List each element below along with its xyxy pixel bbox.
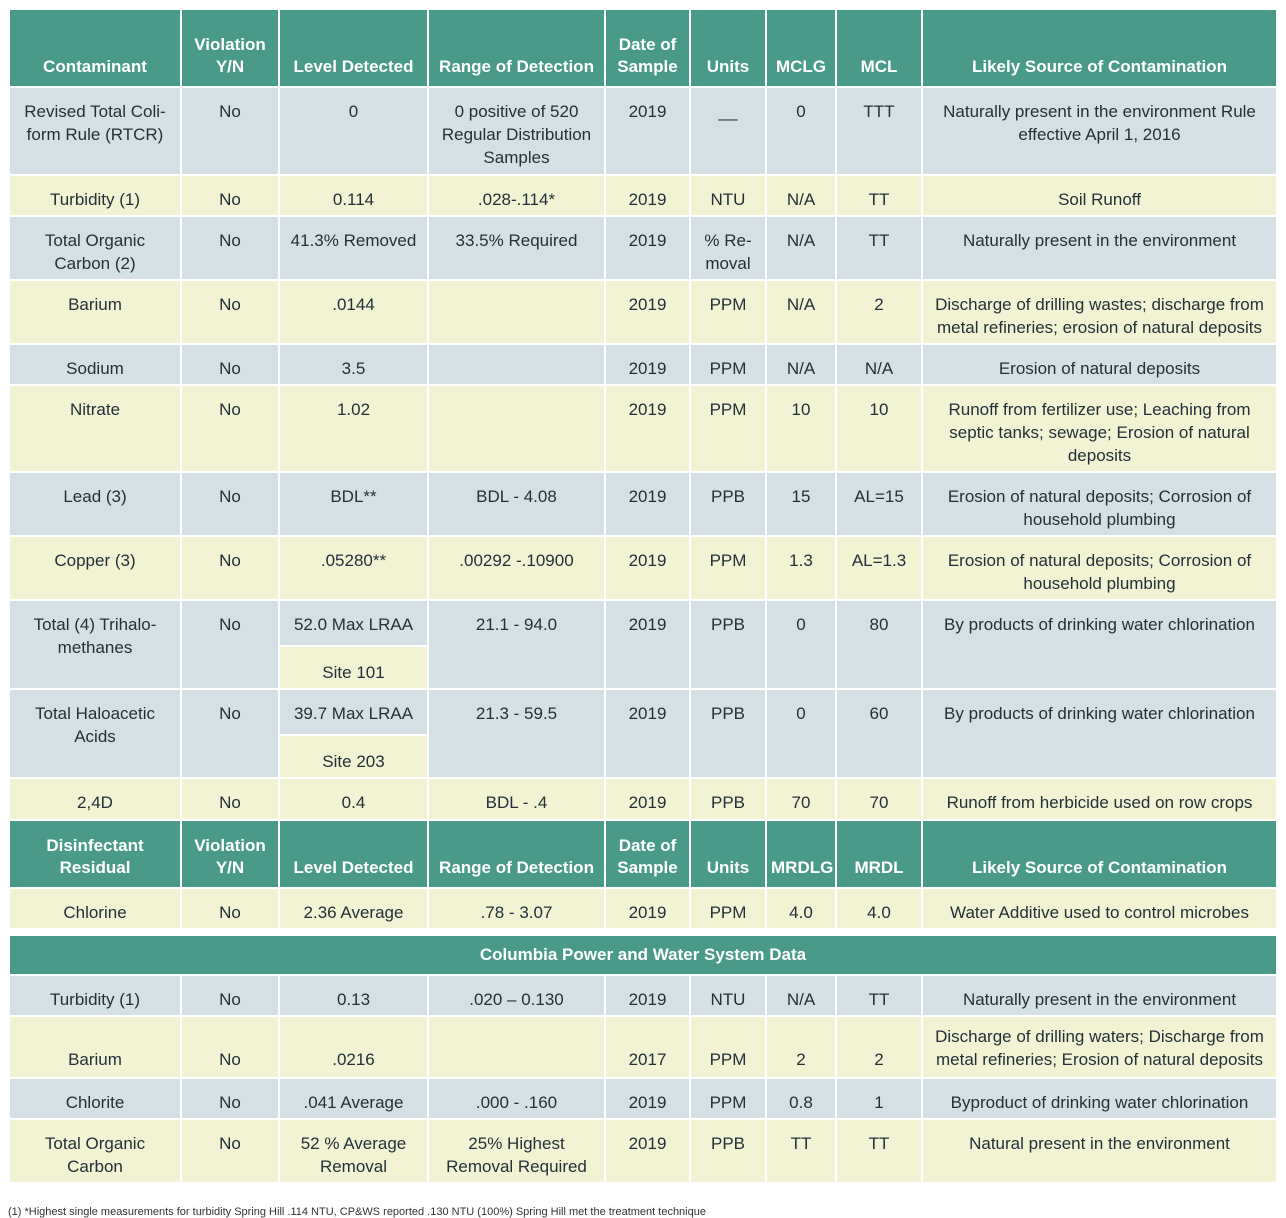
cell-range: 21.1 - 94.0 bbox=[429, 601, 604, 688]
spacer-row bbox=[10, 930, 1276, 934]
cell-mcl: AL=15 bbox=[837, 473, 921, 535]
cell-mcl: 80 bbox=[837, 601, 921, 688]
cell-contaminant: Lead (3) bbox=[10, 473, 180, 535]
cell-range bbox=[429, 281, 604, 343]
cell-violation: No bbox=[182, 601, 278, 688]
table-row bbox=[10, 88, 1276, 174]
cell-level: 2.36 Average bbox=[280, 889, 427, 928]
cell-mcl: N/A bbox=[837, 345, 921, 384]
table-row bbox=[10, 386, 1276, 471]
cell-date: 2019 bbox=[606, 176, 689, 215]
cell-mclg: N/A bbox=[767, 176, 835, 215]
cell-mclg: N/A bbox=[767, 281, 835, 343]
cell-violation: No bbox=[182, 1017, 278, 1077]
cell-mclg: N/A bbox=[767, 345, 835, 384]
cell-units: PPB bbox=[691, 1120, 765, 1182]
cell-violation: No bbox=[182, 537, 278, 599]
cell-date: 2019 bbox=[606, 976, 689, 1015]
table-row bbox=[10, 601, 1276, 645]
cell-contaminant: Total (4) Trihalo-methanes bbox=[10, 601, 180, 688]
table-row bbox=[10, 176, 1276, 215]
cell-mcl: 1 bbox=[837, 1079, 921, 1118]
cell-mcl: TT bbox=[837, 217, 921, 279]
cell-level: 1.02 bbox=[280, 386, 427, 471]
table-row bbox=[10, 690, 1276, 734]
cell-units: PPM bbox=[691, 1017, 765, 1077]
cell-violation: No bbox=[182, 281, 278, 343]
cell-violation: No bbox=[182, 1079, 278, 1118]
cell-range: BDL - 4.08 bbox=[429, 473, 604, 535]
header-level: Level Detected bbox=[280, 821, 427, 887]
cell-source: Erosion of natural deposits; Corrosion of household plumbing bbox=[923, 537, 1276, 599]
table-row bbox=[10, 473, 1276, 535]
cell-violation: No bbox=[182, 473, 278, 535]
cell-source: By products of drinking water chlorination bbox=[923, 690, 1276, 777]
table-row bbox=[10, 976, 1276, 1015]
cell-mclg: 70 bbox=[767, 779, 835, 819]
cell-violation: No bbox=[182, 88, 278, 174]
cell-contaminant: Barium bbox=[10, 1017, 180, 1077]
cell-units: PPM bbox=[691, 345, 765, 384]
cell-range: 33.5% Required bbox=[429, 217, 604, 279]
cell-level: 41.3% Removed bbox=[280, 217, 427, 279]
cell-contaminant: Total Organic Carbon (2) bbox=[10, 217, 180, 279]
header-range: Range of Detection bbox=[429, 821, 604, 887]
cell-date: 2019 bbox=[606, 1120, 689, 1182]
cell-date: 2019 bbox=[606, 690, 689, 777]
cell-mcl: TT bbox=[837, 976, 921, 1015]
header-violation: Violation Y/N bbox=[182, 10, 278, 86]
cell-range bbox=[429, 386, 604, 471]
cell-mcl: TT bbox=[837, 176, 921, 215]
header-mrdl: MRDL bbox=[837, 821, 921, 887]
cell-level: .0216 bbox=[280, 1017, 427, 1077]
cell-source: Discharge of drilling waters; Discharge from metal refineries; Erosion of natural deposits bbox=[923, 1017, 1276, 1077]
cell-mclg: 0.8 bbox=[767, 1079, 835, 1118]
cell-source: Runoff from herbicide used on row crops bbox=[923, 779, 1276, 819]
cell-date: 2019 bbox=[606, 345, 689, 384]
cell-mcl: 60 bbox=[837, 690, 921, 777]
cell-mclg: 10 bbox=[767, 386, 835, 471]
cell-range: 25% Highest Removal Required bbox=[429, 1120, 604, 1182]
cell-date: 2019 bbox=[606, 537, 689, 599]
cell-contaminant: Nitrate bbox=[10, 386, 180, 471]
cell-source: Erosion of natural deposits; Corrosion of household plumbing bbox=[923, 473, 1276, 535]
cell-date: 2019 bbox=[606, 386, 689, 471]
header-source: Likely Source of Contamination bbox=[923, 821, 1276, 887]
cell-level: 39.7 Max LRAA bbox=[280, 690, 427, 734]
table-row bbox=[10, 345, 1276, 384]
header-contaminant: Contaminant bbox=[10, 10, 180, 86]
cell-mcl: TT bbox=[837, 1120, 921, 1182]
table1-header-row bbox=[10, 10, 1276, 86]
cell-violation: No bbox=[182, 176, 278, 215]
cell-level: .0144 bbox=[280, 281, 427, 343]
water-quality-report bbox=[8, 8, 1278, 1184]
cell-source: Byproduct of drinking water chlorination bbox=[923, 1079, 1276, 1118]
cell-units: __ bbox=[691, 88, 765, 174]
cell-mclg: 0 bbox=[767, 690, 835, 777]
cell-source: Erosion of natural deposits bbox=[923, 345, 1276, 384]
cell-level: 0.114 bbox=[280, 176, 427, 215]
cell-source: Naturally present in the environment Rule effective April 1, 2016 bbox=[923, 88, 1276, 174]
header-violation: Violation Y/N bbox=[182, 821, 278, 887]
contaminant-table bbox=[8, 8, 1278, 1184]
cell-violation: No bbox=[182, 976, 278, 1015]
cell-range: .020 – 0.130 bbox=[429, 976, 604, 1015]
cell-contaminant: Total Haloacetic Acids bbox=[10, 690, 180, 777]
cell-mclg: 0 bbox=[767, 601, 835, 688]
header-mclg: MCLG bbox=[767, 10, 835, 86]
table-row bbox=[10, 779, 1276, 819]
header-mcl: MCL bbox=[837, 10, 921, 86]
cell-units: NTU bbox=[691, 176, 765, 215]
table-row bbox=[10, 281, 1276, 343]
cell-range: .78 - 3.07 bbox=[429, 889, 604, 928]
cell-range: 0 positive of 520 Regular Distribution Samples bbox=[429, 88, 604, 174]
cell-site: Site 203 bbox=[280, 736, 427, 777]
cell-contaminant: 2,4D bbox=[10, 779, 180, 819]
cell-contaminant: Copper (3) bbox=[10, 537, 180, 599]
cell-units: PPB bbox=[691, 779, 765, 819]
cell-violation: No bbox=[182, 779, 278, 819]
cell-source: Naturally present in the environment bbox=[923, 217, 1276, 279]
cell-contaminant: Chlorine bbox=[10, 889, 180, 928]
cell-source: Discharge of drilling wastes; discharge from metal refineries; erosion of natural deposits bbox=[923, 281, 1276, 343]
header-disinfectant: Disinfectant Residual bbox=[10, 821, 180, 887]
header-range: Range of Detection bbox=[429, 10, 604, 86]
cell-date: 2019 bbox=[606, 1079, 689, 1118]
cell-units: PPM bbox=[691, 537, 765, 599]
cell-mcl: 4.0 bbox=[837, 889, 921, 928]
cell-date: 2019 bbox=[606, 779, 689, 819]
header-units: Units bbox=[691, 821, 765, 887]
cell-level: 52.0 Max LRAA bbox=[280, 601, 427, 645]
cell-mclg: 1.3 bbox=[767, 537, 835, 599]
cell-mcl: 2 bbox=[837, 1017, 921, 1077]
cell-contaminant: Turbidity (1) bbox=[10, 976, 180, 1015]
cell-violation: No bbox=[182, 217, 278, 279]
cell-range: .000 - .160 bbox=[429, 1079, 604, 1118]
table-row bbox=[10, 1079, 1276, 1118]
cell-date: 2019 bbox=[606, 217, 689, 279]
cell-units: NTU bbox=[691, 976, 765, 1015]
cell-contaminant: Turbidity (1) bbox=[10, 176, 180, 215]
cell-mcl: 70 bbox=[837, 779, 921, 819]
cell-level: 3.5 bbox=[280, 345, 427, 384]
cell-units: PPM bbox=[691, 386, 765, 471]
cell-violation: No bbox=[182, 345, 278, 384]
cell-range: 21.3 - 59.5 bbox=[429, 690, 604, 777]
cell-level: BDL** bbox=[280, 473, 427, 535]
cell-source: Runoff from fertilizer use; Leaching from septic tanks; sewage; Erosion of natural deposits bbox=[923, 386, 1276, 471]
cell-range: .028-.114* bbox=[429, 176, 604, 215]
cell-source: Naturally present in the environment bbox=[923, 976, 1276, 1015]
cell-level: 0 bbox=[280, 88, 427, 174]
cell-mclg: 4.0 bbox=[767, 889, 835, 928]
cell-date: 2019 bbox=[606, 281, 689, 343]
columbia-section-title: Columbia Power and Water System Data bbox=[10, 936, 1276, 974]
header-units: Units bbox=[691, 10, 765, 86]
cell-source: Soil Runoff bbox=[923, 176, 1276, 215]
cell-source: By products of drinking water chlorination bbox=[923, 601, 1276, 688]
cell-violation: No bbox=[182, 386, 278, 471]
header-mrdlg: MRDLG bbox=[767, 821, 835, 887]
cell-mcl: TTT bbox=[837, 88, 921, 174]
cell-date: 2019 bbox=[606, 88, 689, 174]
footnote: (1) *Highest single measurements for turbidity Spring Hill .114 NTU, CP&WS reported .130 NTU (100%) Spring Hill met the treatment technique bbox=[8, 1206, 706, 1218]
cell-level: 52 % Average Removal bbox=[280, 1120, 427, 1182]
cell-date: 2019 bbox=[606, 889, 689, 928]
cell-mclg: 0 bbox=[767, 88, 835, 174]
cell-level: 0.13 bbox=[280, 976, 427, 1015]
table-row bbox=[10, 537, 1276, 599]
cell-units: PPB bbox=[691, 690, 765, 777]
cell-range bbox=[429, 345, 604, 384]
cell-site: Site 101 bbox=[280, 647, 427, 688]
cell-contaminant: Total Organic Carbon bbox=[10, 1120, 180, 1182]
cell-mcl: AL=1.3 bbox=[837, 537, 921, 599]
cell-units: PPB bbox=[691, 473, 765, 535]
cell-units: PPM bbox=[691, 889, 765, 928]
cell-violation: No bbox=[182, 889, 278, 928]
cell-level: .041 Average bbox=[280, 1079, 427, 1118]
cell-mclg: N/A bbox=[767, 976, 835, 1015]
table-row bbox=[10, 1120, 1276, 1182]
cell-contaminant: Sodium bbox=[10, 345, 180, 384]
cell-units: PPB bbox=[691, 601, 765, 688]
cell-range: BDL - .4 bbox=[429, 779, 604, 819]
cell-level: .05280** bbox=[280, 537, 427, 599]
header-date: Date of Sample bbox=[606, 10, 689, 86]
cell-violation: No bbox=[182, 690, 278, 777]
cell-contaminant: Barium bbox=[10, 281, 180, 343]
table-row bbox=[10, 1017, 1276, 1077]
cell-units: % Re-moval bbox=[691, 217, 765, 279]
cell-violation: No bbox=[182, 1120, 278, 1182]
header-level: Level Detected bbox=[280, 10, 427, 86]
cell-source: Water Additive used to control microbes bbox=[923, 889, 1276, 928]
cell-contaminant: Chlorite bbox=[10, 1079, 180, 1118]
cell-mclg: 15 bbox=[767, 473, 835, 535]
table-row bbox=[10, 889, 1276, 928]
cell-mclg: TT bbox=[767, 1120, 835, 1182]
cell-date: 2019 bbox=[606, 601, 689, 688]
cell-range bbox=[429, 1017, 604, 1077]
cell-units: PPM bbox=[691, 281, 765, 343]
cell-level: 0.4 bbox=[280, 779, 427, 819]
cell-mclg: N/A bbox=[767, 217, 835, 279]
header-date: Date of Sample bbox=[606, 821, 689, 887]
cell-contaminant: Revised Total Coli-form Rule (RTCR) bbox=[10, 88, 180, 174]
table3-banner-row bbox=[10, 936, 1276, 974]
cell-date: 2019 bbox=[606, 473, 689, 535]
cell-range: .00292 -.10900 bbox=[429, 537, 604, 599]
cell-date: 2017 bbox=[606, 1017, 689, 1077]
cell-mcl: 2 bbox=[837, 281, 921, 343]
cell-mcl: 10 bbox=[837, 386, 921, 471]
cell-units: PPM bbox=[691, 1079, 765, 1118]
table2-header-row bbox=[10, 821, 1276, 887]
header-source: Likely Source of Contamination bbox=[923, 10, 1276, 86]
cell-mclg: 2 bbox=[767, 1017, 835, 1077]
cell-source: Natural present in the environment bbox=[923, 1120, 1276, 1182]
table-row bbox=[10, 217, 1276, 279]
